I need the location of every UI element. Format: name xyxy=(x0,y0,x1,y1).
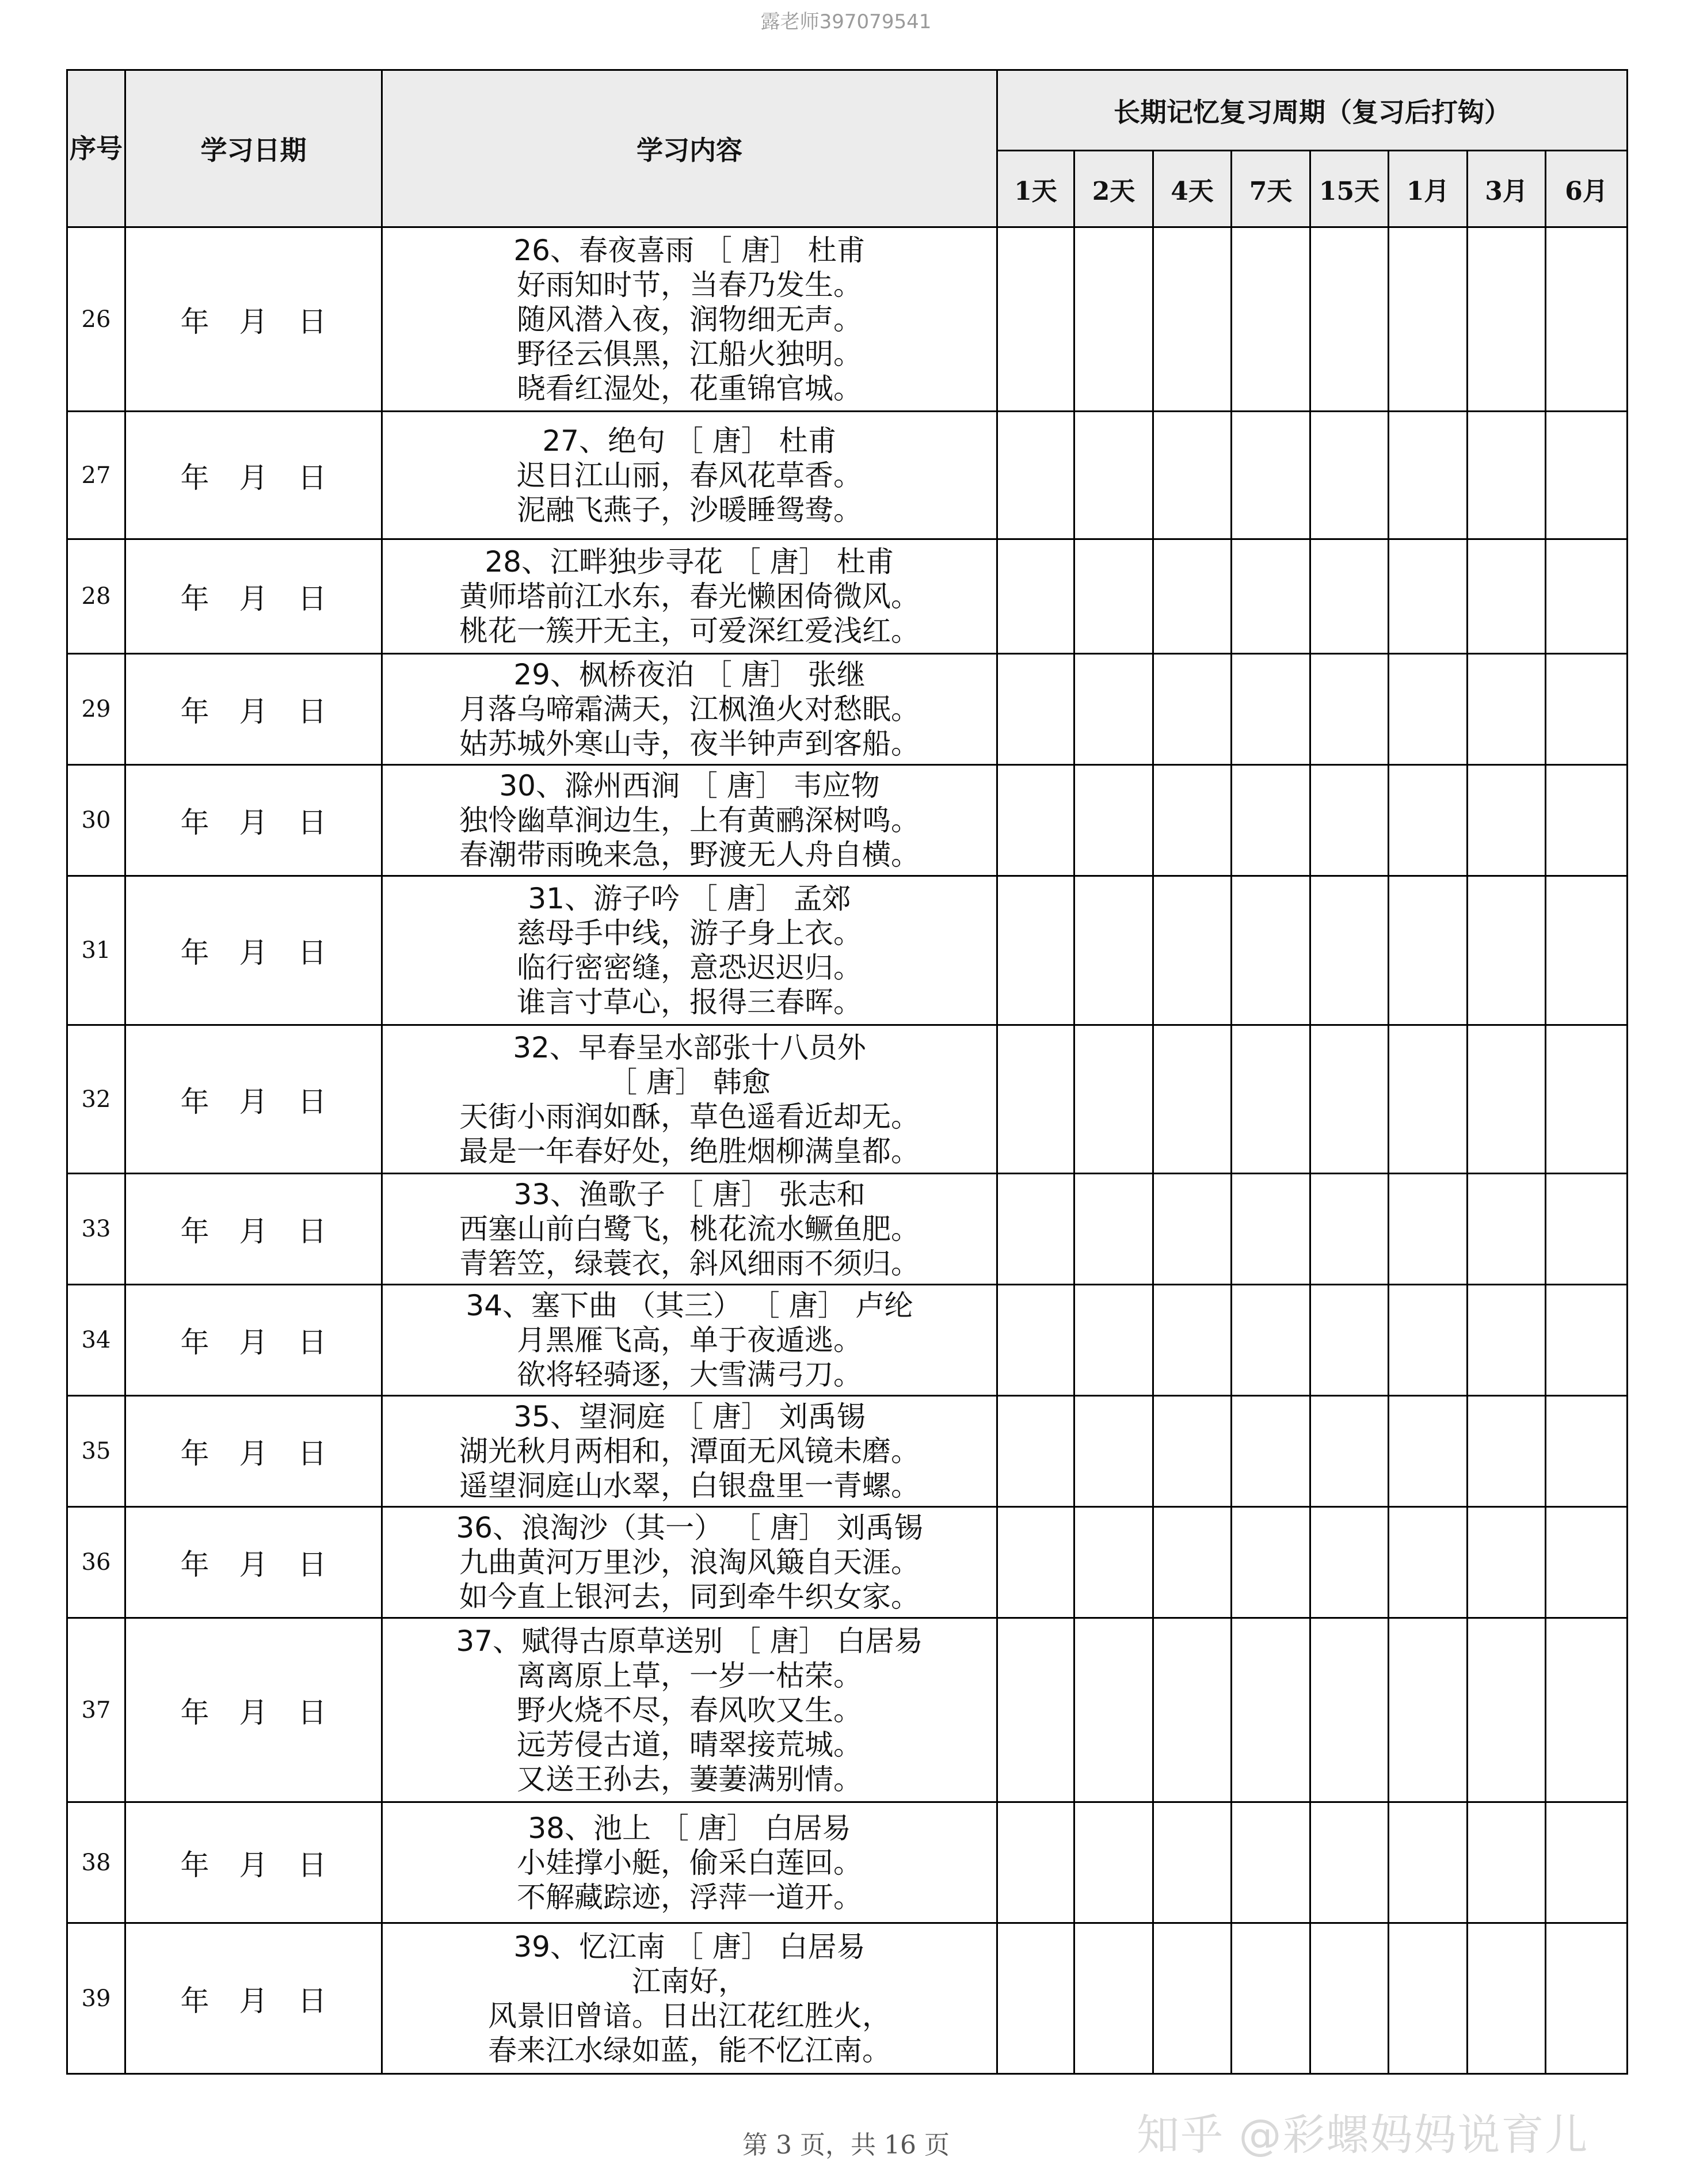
poem-line: 九曲黄河万里沙，浪淘风簸自天涯。 xyxy=(459,1546,920,1579)
row-index: 26 xyxy=(67,227,125,412)
review-check-3m[interactable] xyxy=(1468,227,1546,412)
review-check-15d[interactable] xyxy=(1310,1923,1389,2074)
date-day-label: 日 xyxy=(298,582,327,615)
review-check-6m[interactable] xyxy=(1546,1285,1628,1396)
table-row xyxy=(67,1507,1628,1618)
study-date-cell[interactable] xyxy=(125,1923,382,2074)
study-date-cell[interactable] xyxy=(125,1285,382,1396)
poem-line: 野火烧不尽，春风吹又生。 xyxy=(517,1693,862,1727)
review-check-6m[interactable] xyxy=(1546,1618,1628,1802)
review-check-1d[interactable] xyxy=(997,539,1074,654)
poem-line: 野径云俱黑，江船火独明。 xyxy=(517,337,862,371)
review-check-15d[interactable] xyxy=(1310,1507,1389,1618)
row-index: 30 xyxy=(67,765,125,876)
date-year-label: 年 xyxy=(180,695,209,728)
poem-line: 月落乌啼霜满天，江枫渔火对愁眠。 xyxy=(459,693,920,726)
study-date-cell[interactable] xyxy=(125,227,382,412)
row-index: 33 xyxy=(67,1174,125,1285)
table-row xyxy=(67,227,1628,412)
poem-line: 姑苏城外寒山寺，夜半钟声到客船。 xyxy=(459,727,920,760)
review-check-3m[interactable] xyxy=(1468,1923,1546,2074)
review-check-7d[interactable] xyxy=(1232,765,1310,876)
poem-line: 欲将轻骑逐，大雪满弓刀。 xyxy=(517,1358,862,1391)
review-check-6m[interactable] xyxy=(1546,412,1628,539)
date-month-label: 月 xyxy=(239,582,268,615)
review-check-2d[interactable] xyxy=(1074,876,1153,1025)
date-year-label: 年 xyxy=(180,1437,209,1470)
review-check-2d[interactable] xyxy=(1074,1618,1153,1802)
poem-title: 33、渔歌子 ［ 唐］ 张志和 xyxy=(513,1178,866,1211)
poem-line: 泥融飞燕子，沙暖睡鸳鸯。 xyxy=(517,493,862,527)
review-check-3m[interactable] xyxy=(1468,1507,1546,1618)
header-interval-1d: 1天 xyxy=(997,151,1074,227)
review-check-7d[interactable] xyxy=(1232,1507,1310,1618)
study-content-cell xyxy=(382,654,997,765)
date-year-label: 年 xyxy=(180,936,209,969)
review-check-1d[interactable] xyxy=(997,654,1074,765)
review-check-2d[interactable] xyxy=(1074,1507,1153,1618)
date-year-label: 年 xyxy=(180,1548,209,1581)
poem-title: 38、池上 ［ 唐］ 白居易 xyxy=(528,1811,851,1845)
row-index: 34 xyxy=(67,1285,125,1396)
poem-line: ［ 唐］ 韩愈 xyxy=(608,1065,771,1099)
date-month-label: 月 xyxy=(239,1085,268,1118)
date-day-label: 日 xyxy=(298,806,327,839)
review-check-7d[interactable] xyxy=(1232,1396,1310,1507)
review-check-15d[interactable] xyxy=(1310,1174,1389,1285)
header-interval-3m: 3月 xyxy=(1468,151,1546,227)
study-content-cell xyxy=(382,1618,997,1802)
review-check-6m[interactable] xyxy=(1546,1396,1628,1507)
review-check-4d[interactable] xyxy=(1153,539,1232,654)
review-check-15d[interactable] xyxy=(1310,765,1389,876)
review-check-7d[interactable] xyxy=(1232,1285,1310,1396)
row-index: 31 xyxy=(67,876,125,1025)
poem-title: 29、枫桥夜泊 ［ 唐］ 张继 xyxy=(513,658,866,691)
date-month-label: 月 xyxy=(239,305,268,338)
date-day-label: 日 xyxy=(298,1848,327,1882)
poem-line: 谁言寸草心，报得三春晖。 xyxy=(517,986,862,1019)
date-month-label: 月 xyxy=(239,1437,268,1470)
header-study-content: 学习内容 xyxy=(382,70,997,227)
poem-line: 慈母手中线，游子身上衣。 xyxy=(517,916,862,950)
review-check-6m[interactable] xyxy=(1546,765,1628,876)
review-check-7d[interactable] xyxy=(1232,1025,1310,1174)
review-check-4d[interactable] xyxy=(1153,876,1232,1025)
poem-line: 西塞山前白鹭飞，桃花流水鳜鱼肥。 xyxy=(459,1212,920,1246)
header-index: 序号 xyxy=(67,70,125,227)
review-check-2d[interactable] xyxy=(1074,1396,1153,1507)
review-check-15d[interactable] xyxy=(1310,1802,1389,1923)
review-check-4d[interactable] xyxy=(1153,1174,1232,1285)
review-check-15d[interactable] xyxy=(1310,539,1389,654)
review-check-4d[interactable] xyxy=(1153,1923,1232,2074)
poem-line: 湖光秋月两相和，潭面无风镜未磨。 xyxy=(459,1435,920,1468)
review-check-1m[interactable] xyxy=(1389,1923,1468,2074)
review-check-6m[interactable] xyxy=(1546,1025,1628,1174)
header-interval-6m: 6月 xyxy=(1546,151,1628,227)
poem-line: 晓看红湿处，花重锦官城。 xyxy=(517,371,862,405)
review-check-2d[interactable] xyxy=(1074,1174,1153,1285)
date-month-label: 月 xyxy=(239,1695,268,1729)
study-date-cell[interactable] xyxy=(125,876,382,1025)
header-interval-4d: 4天 xyxy=(1153,151,1232,227)
watermark: 知乎 @彩螺妈妈说育儿 xyxy=(1137,2110,1589,2160)
review-check-6m[interactable] xyxy=(1546,876,1628,1025)
review-check-7d[interactable] xyxy=(1232,227,1310,412)
review-check-3m[interactable] xyxy=(1468,654,1546,765)
table-row xyxy=(67,876,1628,1025)
study-content-cell xyxy=(382,876,997,1025)
review-check-1d[interactable] xyxy=(997,1618,1074,1802)
table-row xyxy=(67,765,1628,876)
review-check-1m[interactable] xyxy=(1389,654,1468,765)
review-check-7d[interactable] xyxy=(1232,1802,1310,1923)
review-check-1m[interactable] xyxy=(1389,1174,1468,1285)
poem-title: 37、赋得古原草送别 ［ 唐］ 白居易 xyxy=(456,1624,923,1658)
header-interval-7d: 7天 xyxy=(1232,151,1310,227)
study-date-cell[interactable] xyxy=(125,1396,382,1507)
header-interval-1m: 1月 xyxy=(1389,151,1468,227)
review-check-1m[interactable] xyxy=(1389,1618,1468,1802)
study-content-cell xyxy=(382,1507,997,1618)
review-check-15d[interactable] xyxy=(1310,227,1389,412)
review-check-3m[interactable] xyxy=(1468,539,1546,654)
review-check-3m[interactable] xyxy=(1468,876,1546,1025)
date-month-label: 月 xyxy=(239,1848,268,1882)
poem-line: 天街小雨润如酥，草色遥看近却无。 xyxy=(459,1099,920,1133)
poem-line: 不解藏踪迹，浮萍一道开。 xyxy=(517,1880,862,1914)
study-date-cell[interactable] xyxy=(125,539,382,654)
study-date-cell[interactable] xyxy=(125,1174,382,1285)
poem-line: 桃花一簇开无主，可爱深红爱浅红。 xyxy=(459,614,920,648)
review-check-2d[interactable] xyxy=(1074,412,1153,539)
top-note: 露老师397079541 xyxy=(760,10,932,33)
poem-line: 随风潜入夜，润物细无声。 xyxy=(517,302,862,336)
review-check-4d[interactable] xyxy=(1153,765,1232,876)
header-study-date: 学习日期 xyxy=(125,70,382,227)
review-check-1d[interactable] xyxy=(997,1923,1074,2074)
review-check-15d[interactable] xyxy=(1310,412,1389,539)
poem-line: 最是一年春好处，绝胜烟柳满皇都。 xyxy=(459,1134,920,1168)
review-check-1m[interactable] xyxy=(1389,539,1468,654)
review-check-6m[interactable] xyxy=(1546,654,1628,765)
table-row xyxy=(67,1285,1628,1396)
review-check-1d[interactable] xyxy=(997,1507,1074,1618)
study-date-cell[interactable] xyxy=(125,765,382,876)
date-month-label: 月 xyxy=(239,806,268,839)
row-index: 27 xyxy=(67,412,125,539)
date-day-label: 日 xyxy=(298,695,327,728)
table-row xyxy=(67,539,1628,654)
poem-title: 27、绝句 ［ 唐］ 杜甫 xyxy=(542,424,837,458)
date-day-label: 日 xyxy=(298,305,327,338)
date-day-label: 日 xyxy=(298,1326,327,1359)
date-month-label: 月 xyxy=(239,936,268,969)
table-row xyxy=(67,1174,1628,1285)
study-date-cell[interactable] xyxy=(125,1507,382,1618)
row-index: 29 xyxy=(67,654,125,765)
study-date-cell[interactable] xyxy=(125,412,382,539)
review-check-4d[interactable] xyxy=(1153,1618,1232,1802)
review-check-1m[interactable] xyxy=(1389,412,1468,539)
row-index: 32 xyxy=(67,1025,125,1174)
date-year-label: 年 xyxy=(180,806,209,839)
date-month-label: 月 xyxy=(239,1215,268,1248)
row-index: 28 xyxy=(67,539,125,654)
poem-line: 江南好， xyxy=(632,1964,747,1998)
review-check-1m[interactable] xyxy=(1389,1285,1468,1396)
date-year-label: 年 xyxy=(180,582,209,615)
review-check-2d[interactable] xyxy=(1074,1802,1153,1923)
table-row xyxy=(67,1923,1628,2074)
header-interval-2d: 2天 xyxy=(1074,151,1153,227)
review-check-15d[interactable] xyxy=(1310,876,1389,1025)
poem-title: 31、游子吟 ［ 唐］ 孟郊 xyxy=(528,882,851,915)
review-check-4d[interactable] xyxy=(1153,227,1232,412)
study-date-cell[interactable] xyxy=(125,654,382,765)
review-check-7d[interactable] xyxy=(1232,539,1310,654)
date-day-label: 日 xyxy=(298,1215,327,1248)
poem-line: 遥望洞庭山水翠，白银盘里一青螺。 xyxy=(459,1469,920,1502)
date-day-label: 日 xyxy=(298,1695,327,1729)
date-day-label: 日 xyxy=(298,1085,327,1118)
review-check-6m[interactable] xyxy=(1546,1923,1628,2074)
review-check-1d[interactable] xyxy=(997,1174,1074,1285)
poem-title: 28、江畔独步寻花 ［ 唐］ 杜甫 xyxy=(485,545,894,579)
review-check-3m[interactable] xyxy=(1468,1174,1546,1285)
review-check-15d[interactable] xyxy=(1310,654,1389,765)
review-check-1m[interactable] xyxy=(1389,227,1468,412)
poem-line: 风景旧曾谙。日出江花红胜火， xyxy=(488,1999,891,2033)
review-check-7d[interactable] xyxy=(1232,1923,1310,2074)
date-year-label: 年 xyxy=(180,1326,209,1359)
review-check-1d[interactable] xyxy=(997,876,1074,1025)
review-check-2d[interactable] xyxy=(1074,1025,1153,1174)
poem-line: 迟日江山丽，春风花草香。 xyxy=(517,458,862,492)
review-check-6m[interactable] xyxy=(1546,1802,1628,1923)
study-content-cell xyxy=(382,1025,997,1174)
review-check-4d[interactable] xyxy=(1153,654,1232,765)
review-check-6m[interactable] xyxy=(1546,539,1628,654)
row-index: 39 xyxy=(67,1923,125,2074)
study-content-cell xyxy=(382,227,997,412)
table-row xyxy=(67,654,1628,765)
review-check-7d[interactable] xyxy=(1232,1174,1310,1285)
review-check-2d[interactable] xyxy=(1074,654,1153,765)
table-row xyxy=(67,412,1628,539)
study-date-cell[interactable] xyxy=(125,1025,382,1174)
page-footer: 第 3 页，共 16 页 xyxy=(742,2130,950,2160)
study-content-cell xyxy=(382,1396,997,1507)
date-day-label: 日 xyxy=(298,461,327,494)
review-check-15d[interactable] xyxy=(1310,1618,1389,1802)
review-check-3m[interactable] xyxy=(1468,765,1546,876)
poem-line: 小娃撑小艇，偷采白莲回。 xyxy=(517,1846,862,1879)
poem-line: 月黑雁飞高，单于夜遁逃。 xyxy=(517,1323,862,1357)
review-check-1d[interactable] xyxy=(997,1802,1074,1923)
review-check-2d[interactable] xyxy=(1074,227,1153,412)
review-check-4d[interactable] xyxy=(1153,1507,1232,1618)
study-content-cell xyxy=(382,412,997,539)
review-check-3m[interactable] xyxy=(1468,1285,1546,1396)
date-day-label: 日 xyxy=(298,1437,327,1470)
review-check-4d[interactable] xyxy=(1153,1285,1232,1396)
review-check-4d[interactable] xyxy=(1153,1802,1232,1923)
poem-line: 黄师塔前江水东，春光懒困倚微风。 xyxy=(459,580,920,613)
review-check-1m[interactable] xyxy=(1389,1802,1468,1923)
study-content-cell xyxy=(382,539,997,654)
study-content-cell xyxy=(382,1285,997,1396)
poem-line: 临行密密缝，意恐迟迟归。 xyxy=(517,951,862,984)
review-check-4d[interactable] xyxy=(1153,1025,1232,1174)
poem-line: 远芳侵古道，晴翠接荒城。 xyxy=(517,1728,862,1761)
review-check-7d[interactable] xyxy=(1232,654,1310,765)
poem-title: 36、浪淘沙（其一） ［ 唐］ 刘禹锡 xyxy=(456,1511,923,1544)
date-year-label: 年 xyxy=(180,1848,209,1882)
poem-line: 青箬笠，绿蓑衣，斜风细雨不须归。 xyxy=(459,1247,920,1280)
row-index: 35 xyxy=(67,1396,125,1507)
review-check-1m[interactable] xyxy=(1389,1025,1468,1174)
review-check-1d[interactable] xyxy=(997,1285,1074,1396)
review-check-2d[interactable] xyxy=(1074,1285,1153,1396)
poem-line: 春潮带雨晚来急，野渡无人舟自横。 xyxy=(459,838,920,872)
review-check-7d[interactable] xyxy=(1232,876,1310,1025)
date-year-label: 年 xyxy=(180,305,209,338)
review-check-2d[interactable] xyxy=(1074,539,1153,654)
review-check-2d[interactable] xyxy=(1074,765,1153,876)
header-review-period: 长期记忆复习周期（复习后打钩） xyxy=(997,70,1628,151)
poem-title: 26、春夜喜雨 ［ 唐］ 杜甫 xyxy=(513,233,866,267)
review-check-15d[interactable] xyxy=(1310,1025,1389,1174)
review-check-1d[interactable] xyxy=(997,412,1074,539)
poem-line: 又送王孙去，萋萋满别情。 xyxy=(517,1762,862,1796)
date-year-label: 年 xyxy=(180,1215,209,1248)
study-content-cell xyxy=(382,1174,997,1285)
review-check-1m[interactable] xyxy=(1389,876,1468,1025)
table-row xyxy=(67,1025,1628,1174)
study-date-cell[interactable] xyxy=(125,1618,382,1802)
poem-line: 春来江水绿如蓝，能不忆江南。 xyxy=(488,2033,891,2067)
poem-line: 离离原上草，一岁一枯荣。 xyxy=(517,1658,862,1692)
date-year-label: 年 xyxy=(180,1085,209,1118)
review-check-3m[interactable] xyxy=(1468,412,1546,539)
poem-title: 32、早春呈水部张十八员外 xyxy=(513,1030,866,1064)
table-body xyxy=(67,227,1628,2074)
review-check-15d[interactable] xyxy=(1310,1285,1389,1396)
review-check-3m[interactable] xyxy=(1468,1802,1546,1923)
row-index: 38 xyxy=(67,1802,125,1923)
table-row xyxy=(67,1802,1628,1923)
header-interval-15d: 15天 xyxy=(1310,151,1389,227)
review-check-7d[interactable] xyxy=(1232,1618,1310,1802)
study-content-cell xyxy=(382,1802,997,1923)
date-year-label: 年 xyxy=(180,461,209,494)
row-index: 37 xyxy=(67,1618,125,1802)
table-row xyxy=(67,1396,1628,1507)
review-check-1m[interactable] xyxy=(1389,1396,1468,1507)
review-check-1m[interactable] xyxy=(1389,1507,1468,1618)
date-month-label: 月 xyxy=(239,1548,268,1581)
poem-title: 30、滁州西涧 ［ 唐］ 韦应物 xyxy=(499,769,880,802)
review-check-1d[interactable] xyxy=(997,1396,1074,1507)
review-check-4d[interactable] xyxy=(1153,412,1232,539)
poem-line: 好雨知时节，当春乃发生。 xyxy=(517,268,862,302)
date-month-label: 月 xyxy=(239,461,268,494)
review-check-7d[interactable] xyxy=(1232,412,1310,539)
poem-title: 34、塞下曲 （其三） ［ 唐］ 卢纶 xyxy=(466,1289,913,1322)
review-check-1d[interactable] xyxy=(997,765,1074,876)
study-content-cell xyxy=(382,765,997,876)
poem-title: 35、望洞庭 ［ 唐］ 刘禹锡 xyxy=(513,1400,866,1433)
date-year-label: 年 xyxy=(180,1984,209,2018)
date-month-label: 月 xyxy=(239,1984,268,2018)
review-check-4d[interactable] xyxy=(1153,1396,1232,1507)
table-row xyxy=(67,1618,1628,1802)
date-day-label: 日 xyxy=(298,1548,327,1581)
date-month-label: 月 xyxy=(239,1326,268,1359)
review-check-2d[interactable] xyxy=(1074,1923,1153,2074)
review-check-3m[interactable] xyxy=(1468,1618,1546,1802)
poem-title: 39、忆江南 ［ 唐］ 白居易 xyxy=(513,1930,866,1964)
study-date-cell[interactable] xyxy=(125,1802,382,1923)
row-index: 36 xyxy=(67,1507,125,1618)
study-content-cell xyxy=(382,1923,997,2074)
date-day-label: 日 xyxy=(298,1984,327,2018)
review-check-3m[interactable] xyxy=(1468,1025,1546,1174)
review-table xyxy=(66,69,1628,2075)
date-day-label: 日 xyxy=(298,936,327,969)
date-month-label: 月 xyxy=(239,695,268,728)
poem-line: 独怜幽草涧边生，上有黄鹂深树鸣。 xyxy=(459,804,920,837)
date-year-label: 年 xyxy=(180,1695,209,1729)
review-check-1m[interactable] xyxy=(1389,765,1468,876)
review-check-6m[interactable] xyxy=(1546,1507,1628,1618)
review-check-1d[interactable] xyxy=(997,227,1074,412)
review-check-1d[interactable] xyxy=(997,1025,1074,1174)
review-check-15d[interactable] xyxy=(1310,1396,1389,1507)
poem-line: 如今直上银河去，同到牵牛织女家。 xyxy=(459,1580,920,1614)
review-check-6m[interactable] xyxy=(1546,227,1628,412)
review-check-3m[interactable] xyxy=(1468,1396,1546,1507)
review-check-6m[interactable] xyxy=(1546,1174,1628,1285)
